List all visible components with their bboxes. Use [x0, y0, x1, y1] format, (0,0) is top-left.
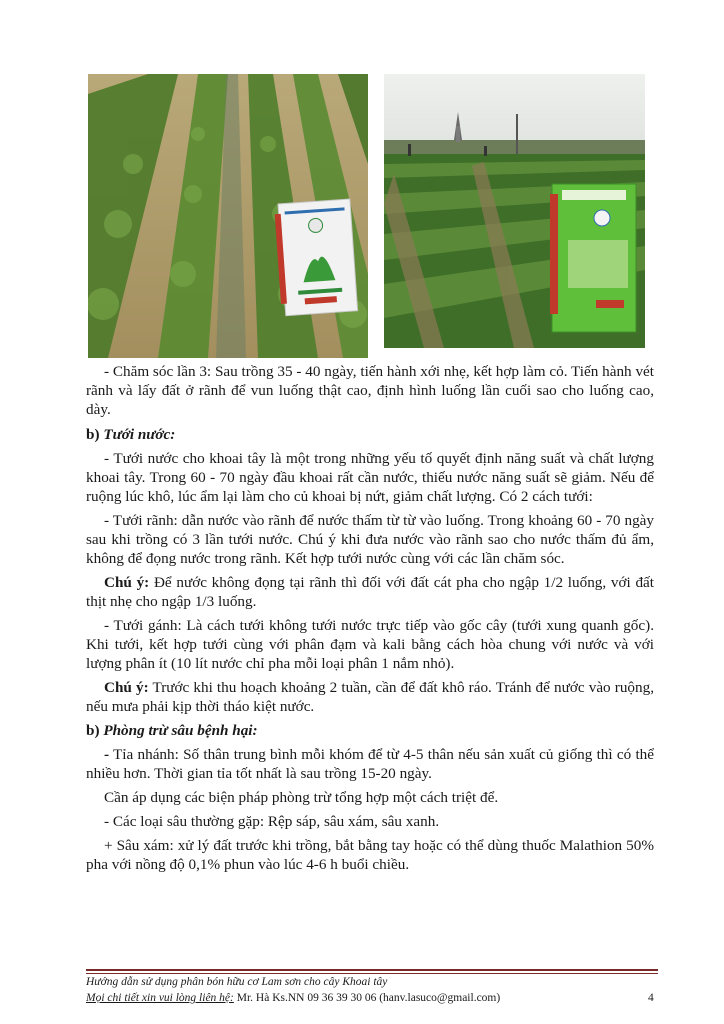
section-heading-tuoi-nuoc [86, 425, 654, 444]
paragraph-text: Tỉa nhánh: Số thân trung bình mỗi khóm để từ 4-5 thân nếu sản xuất củ giống thì có thể nhiều hơn. Thời gian tỉa tốt nhất là sau trồng 15-20 ngày. [86, 746, 654, 782]
paragraph-tia-nhanh [86, 745, 654, 783]
section-heading-prefix: b) [86, 426, 100, 443]
document-body [86, 362, 654, 879]
note-label: Chú ý: [104, 574, 150, 591]
potato-rows-photo-right [384, 74, 645, 348]
paragraph-cham-soc-lan-3: - Chăm sóc lần 3: Sau trồng 35 - 40 ngày, tiến hành xới nhẹ, kết hợp làm cỏ. Tiến hành vét rãnh và lấy đất ở rãnh để vun luống thật cao, định hình luống lần cuối sao cho luống cao, dày. [86, 363, 654, 418]
note-text: Trước khi thu hoạch khoảng 2 tuần, cần để đất khô ráo. Tránh để nước vào ruộng, nếu mưa phải kịp thời tháo kiệt nước. [86, 679, 654, 715]
footer-contact [86, 992, 500, 1004]
paragraph-tuoi-ganh: - Tưới gánh: Là cách tưới không tưới nước trực tiếp vào gốc cây (tưới xung quanh gốc). Khi tưới, kết hợp tưới cùng với phân đạm và kali bằng cách hòa chung với nước và với lượng phân ít (10 lít nước chỉ pha mỗi loại phân 1 nắm nhỏ). [86, 617, 654, 672]
footer-divider-thin [86, 973, 658, 974]
section-heading-phong-tru [86, 721, 654, 740]
section-heading-prefix: b) [86, 722, 100, 739]
section-heading-title: Phòng trừ sâu bệnh hại: [103, 722, 258, 739]
paragraph-tuoi-ranh: - Tưới rãnh: dẫn nước vào rãnh để nước thấm từ từ vào luống. Trong khoảng 60 - 70 ngày sau khi trồng có 3 lần tưới nước. Chú ý khi đưa nước vào rãnh sao cho nước thấm đủ ẩm, không để đọng nước trong rãnh. Kết hợp tưới nước cùng với các lần chăm sóc. [86, 512, 654, 567]
paragraph-sau-xam: + Sâu xám: xử lý đất trước khi trồng, bắt bằng tay hoặc có thể dùng thuốc Malathion 50% pha với nồng độ 0,1% phun vào lúc 4-6 h buổi chiều. [86, 837, 654, 873]
paragraph-chu-y-1 [86, 573, 654, 611]
footer-contact-label: Mọi chi tiết xin vui lòng liên hệ: [86, 992, 234, 1004]
note-label: Chú ý: [104, 679, 149, 696]
paragraph-bien-phap: Cần áp dụng các biện pháp phòng trừ tổng hợp một cách triệt để. [104, 789, 499, 806]
section-heading-title: Tưới nước: [103, 426, 176, 443]
page-number: 4 [648, 992, 654, 1004]
potato-field-photo-left [88, 74, 368, 358]
paragraph-chu-y-2 [86, 678, 654, 716]
footer-document-title: Hướng dẫn sử dụng phân bón hữu cơ Lam sơn cho cây Khoai tây [86, 976, 388, 988]
paragraph-loai-sau: - Các loại sâu thường gặp: Rệp sáp, sâu xám, sâu xanh. [104, 813, 440, 830]
footer-contact-text: Mr. Hà Ks.NN 09 36 39 30 06 (hanv.lasuco@gmail.com) [233, 992, 501, 1004]
bullet-dash: - [104, 746, 110, 763]
paragraph-tuoi-nuoc-intro: - Tưới nước cho khoai tây là một trong những yếu tố quyết định năng suất và chất lượng khoai tây. Trong 60 - 70 ngày đầu khoai rất cần nước, thiếu nước năng suất sẽ giảm. Nếu để ruộng lúc khô, lúc ẩm lại làm cho củ khoai bị nứt, giảm chất lượng. Có 2 cách tưới: [86, 450, 654, 505]
note-text: Để nước không đọng tại rãnh thì đối với đất cát pha cho ngập 1/2 luống, với đất thịt nhẹ cho ngập 1/3 luống. [86, 574, 655, 610]
footer-divider [86, 969, 658, 971]
